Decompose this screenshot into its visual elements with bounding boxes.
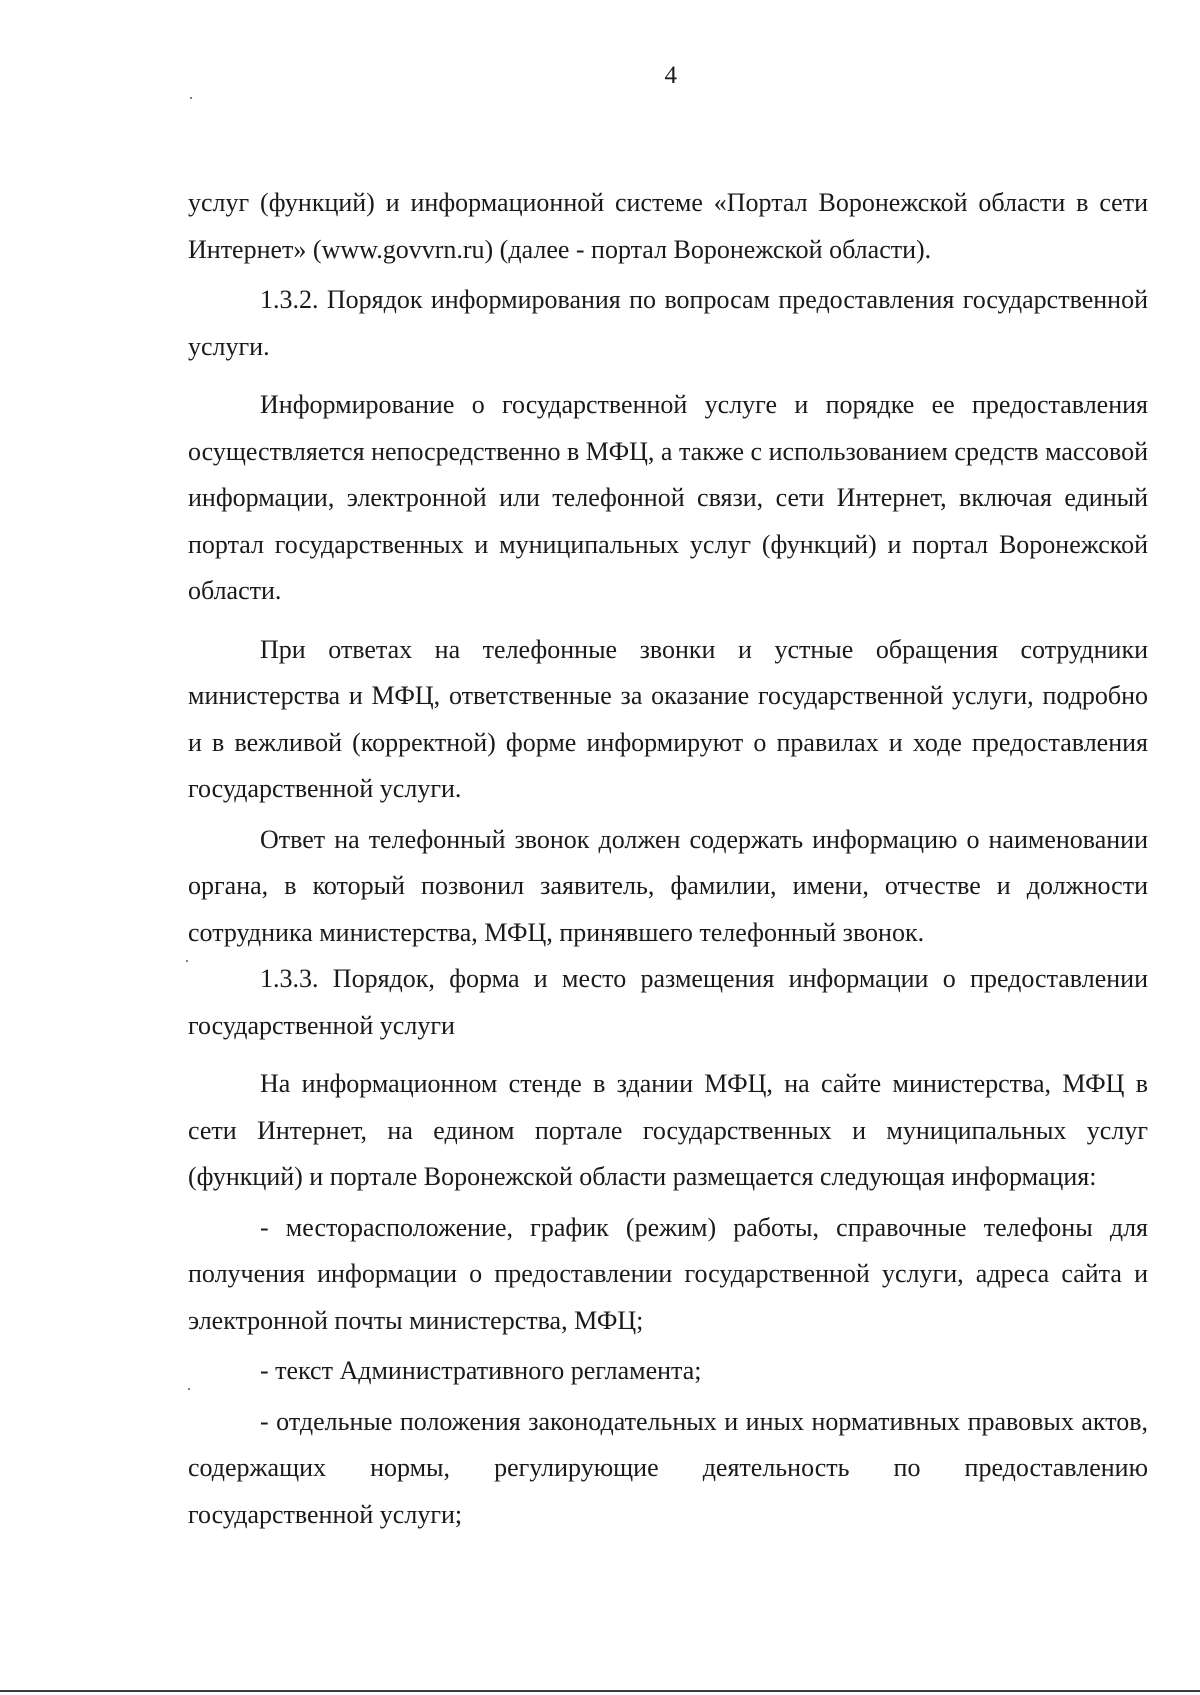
paragraph-stand: На информационном стенде в здании МФЦ, на сайте министерства, МФЦ в сети Интернет, на едином портале государственных и муниципальных услуг (функций) и портале Воронежской области размещается следующая информация: — [188, 1069, 1148, 1191]
paragraph-calls: При ответах на телефонные звонки и устные обращения сотрудники министерства и МФЦ, ответственные за оказание государственной услуги, подробно и в вежливой (корректной) форме информируют о правилах и ходе предоставления государственной услуги. — [188, 634, 1148, 803]
section-heading-1-3-3: 1.3.3. Порядок, форма и место размещения информации о предоставлении государственной услуги — [188, 964, 1148, 1040]
scan-speck — [188, 1388, 190, 1390]
paragraph-informing: Информирование о государственной услуге и порядке ее предоставления осуществляется непосредственно в МФЦ, а также с использованием средств массовой информации, электронной или телефонной связи, сети Интернет, включая единый портал государственных и муниципальных услуг (функций) и портал Воронежской области. — [188, 390, 1148, 605]
scan-speck — [186, 960, 188, 962]
page-bottom-edge — [0, 1690, 1200, 1692]
list-item-regulation-text: - текст Административного регламента; — [260, 1356, 702, 1385]
paragraph-continuation: услуг (функций) и информационной системе «Портал Воронежской области в сети Интернет» (www.govvrn.ru) (далее - портал Воронежской области). — [188, 188, 1148, 264]
document-body — [188, 180, 1148, 1538]
list-item-location: - месторасположение, график (режим) работы, справочные телефоны для получения информации о предоставлении государственной услуги, адреса сайта и электронной почты министерства, МФЦ; — [188, 1212, 1148, 1335]
page-number: 4 — [664, 62, 678, 89]
list-item-legal-provisions: - отдельные положения законодательных и иных нормативных правовых актов, содержащих нормы, регулирующие деятельность по предоставлению государственной услуги; — [188, 1406, 1148, 1529]
section-heading-1-3-2: 1.3.2. Порядок информирования по вопросам предоставления государственной услуги. — [188, 285, 1148, 361]
scan-speck — [190, 97, 192, 99]
paragraph-answer: Ответ на телефонный звонок должен содержать информацию о наименовании органа, в который позвонил заявитель, фамилии, имени, отчестве и должности сотрудника министерства, МФЦ, принявшего телефонный звонок. — [188, 824, 1148, 947]
